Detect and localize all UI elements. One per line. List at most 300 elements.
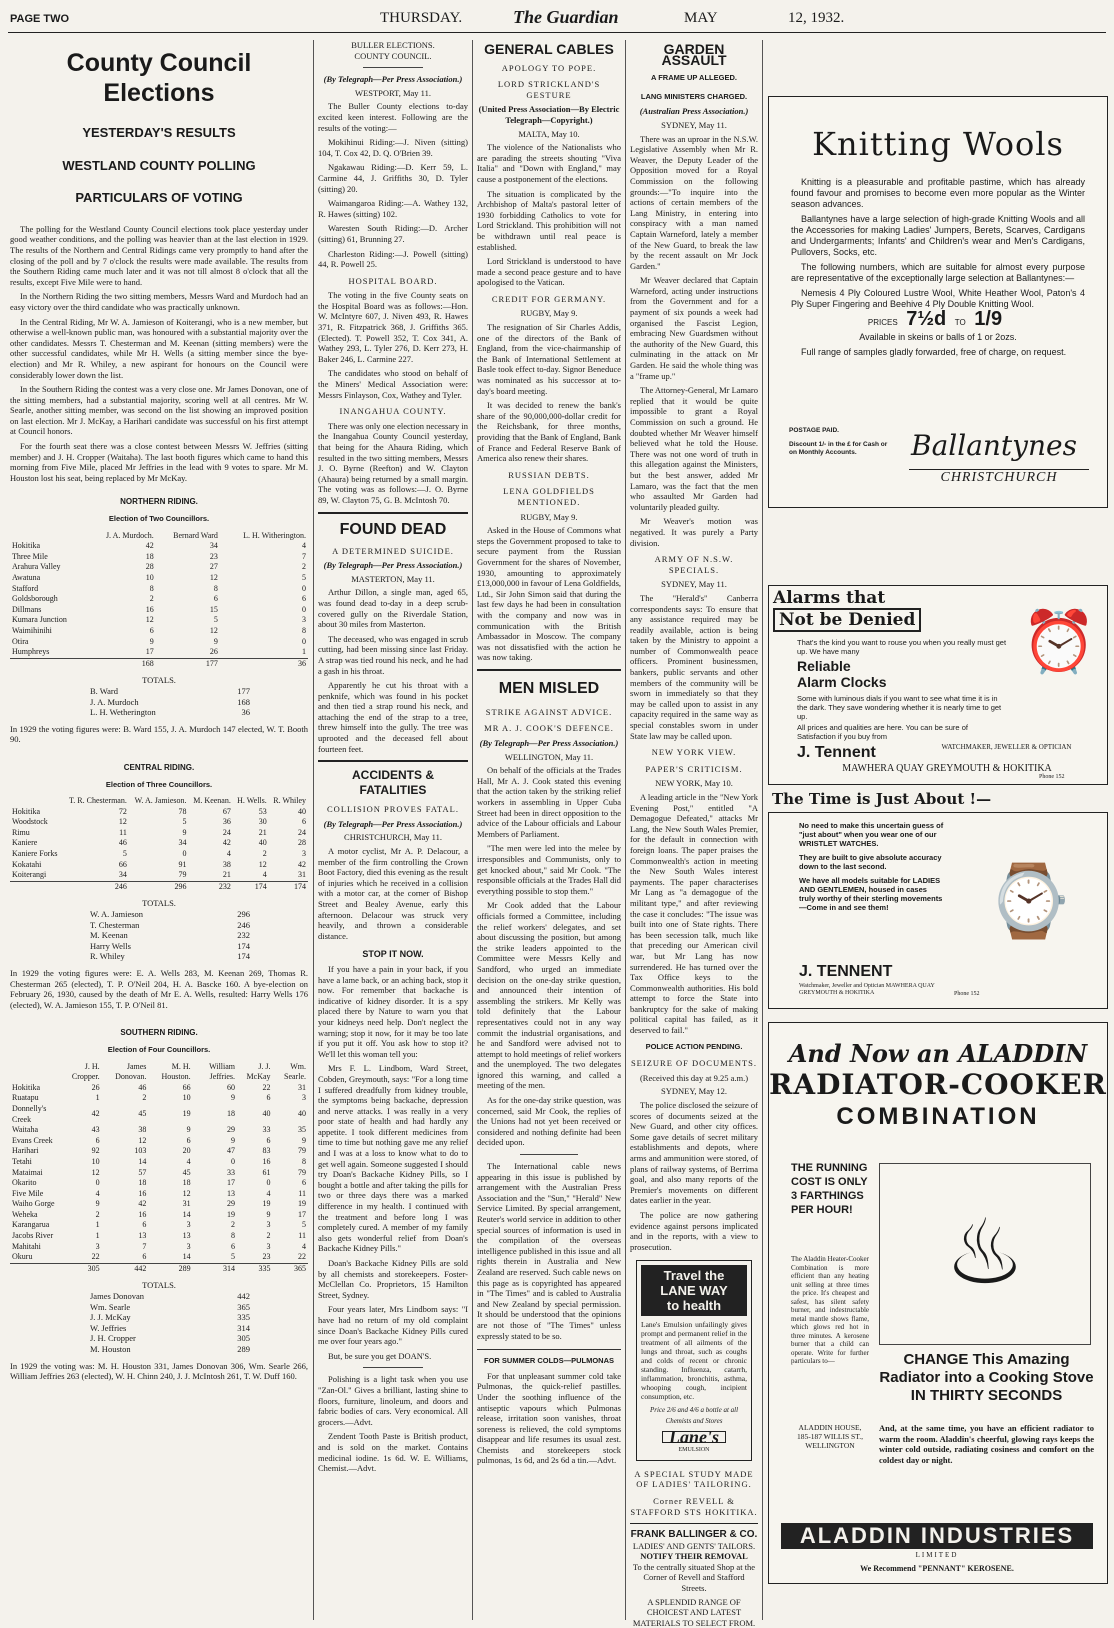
subhead-westland: WESTLAND COUNTY POLLING — [62, 157, 256, 173]
frame-up-subhead: A FRAME UP ALLEGED. — [651, 73, 737, 83]
vote-count: 12 — [118, 817, 127, 827]
southern-1929-note: In 1929 the voting was: M. H. Houston 331, James Donovan 306, Wm. Searle 266, William Jeffries 263 (elected), W. H. Chinn 240, J. J. McIntosh 261, T. W. Duff 160. — [10, 1360, 308, 1382]
article-paragraph: Waresten South Riding:—D. Archer (sitting) 61, Brunning 27. — [318, 223, 468, 244]
total-votes: 305 — [61, 1263, 102, 1274]
total-entry — [90, 909, 250, 920]
tennent-name: J. TENNENT — [799, 963, 893, 980]
vote-count: 5 — [302, 573, 306, 582]
total-votes: 36 — [220, 658, 308, 669]
southern-election-label: Election of Four Councillors. — [107, 1044, 211, 1054]
candidate-name: B. Ward — [90, 685, 118, 696]
alarm-big: Alarm Clocks — [797, 674, 887, 690]
vote-count: 4 — [266, 1188, 271, 1198]
booth-name: Woodstock — [12, 817, 48, 827]
booth-name: Otira — [12, 636, 29, 646]
vote-count: 9 — [213, 636, 218, 646]
booth-name: Goldsborough — [12, 594, 58, 604]
vote-count: 42 — [138, 1199, 147, 1209]
prices-label: PRICES — [867, 318, 898, 327]
vote-count: 33 — [227, 1167, 236, 1177]
police-action-subhead: POLICE ACTION PENDING. — [645, 1041, 743, 1051]
southern-riding-title: SOUTHERN RIDING. — [120, 1028, 198, 1038]
vote-count: 43 — [91, 1125, 100, 1135]
alarm-title: Not be Denied — [773, 608, 921, 632]
dateline: SYDNEY, May 12. — [661, 1086, 727, 1097]
vote-count: 13 — [182, 1231, 191, 1241]
vote-count: 26 — [91, 1082, 100, 1092]
vote-count: 2 — [262, 849, 267, 859]
article-paragraph: The resignation of Sir Charles Addis, one of the directors of the Bank of England, from the vice-chairmanship of the Bank of International Settlement at Basle took effect to-day. Signor Beneduce was nominated as his successor at to-day's board meeting. — [477, 322, 621, 396]
notify-detail: To the centrally situated Shop at the Corner of Revell and Stafford Streets. — [632, 1561, 756, 1594]
article-paragraph: Waimangaroa Riding:—A. Wathey 132, R. Hawes (sitting) 102. — [318, 198, 468, 219]
found-dead-subhead: A DETERMINED SUICIDE. — [332, 545, 454, 556]
booth-name: Kaniere Forks — [12, 849, 58, 859]
lanes-emulsion-advert — [636, 1260, 752, 1460]
army-subhead: ARMY OF N.S.W. SPECIALS. — [654, 554, 734, 575]
northern-riding-title: NORTHERN RIDING. — [120, 497, 198, 507]
russian-debts-subhead: RUSSIAN DEBTS. — [508, 469, 590, 480]
total-entry — [90, 951, 250, 962]
total-votes — [10, 658, 88, 669]
ballinger-name: FRANK BALLINGER & CO. — [630, 1529, 758, 1541]
knitting-paragraph: Knitting is a pleasurable and profitable pastime, which has already found favour and promises to become even more popular as the Winter season advances. — [791, 177, 1085, 209]
knitting-paragraph: The following numbers, which are suitable for almost every purpose are representative of the exceptionally large selection at Ballantynes:— — [791, 262, 1085, 283]
divider — [520, 1154, 578, 1155]
advert-paragraph: If you have a pain in your back, if you have a lame back, or an aching back, stop it now. For remember that backache is indicative of kidney disorder. It is a spy placed there by Nature to warn you that your kidneys need help. Don't neglect the warning; stop it now, for it may be too late if you put it off. You ask how to stop it? We'll let this woman tell you: — [318, 963, 468, 1059]
table-row — [10, 637, 308, 648]
small-advert: Polishing is a light task when you use "Zan-Ol." Gives a brilliant, lasting shine to floors, furniture, linoleum, and doors and fabric bodies of cars. Very economical. All grocers.—Advt. — [318, 1374, 468, 1427]
vote-count: 21 — [258, 827, 267, 837]
vote-count: 3 — [266, 1220, 271, 1230]
vote-count: 4 — [262, 870, 267, 880]
totals-row — [10, 658, 308, 669]
men-misled-headline: MEN MISLED — [498, 679, 600, 697]
wristwatch-icon: ⌚ — [985, 864, 1073, 941]
dateline: WELLINGTON, May 11. — [504, 751, 594, 762]
booth-name: Five Mile — [12, 1188, 44, 1198]
vote-count: 2 — [231, 1220, 236, 1230]
column-garden-assault — [630, 40, 759, 1628]
dateline: CHRISTCHURCH, May 11. — [344, 832, 442, 843]
total-votes: 314 — [193, 1263, 237, 1274]
vote-count: 12 — [258, 859, 267, 869]
total-votes: 365 — [273, 1263, 308, 1274]
vote-count: 12 — [91, 1167, 100, 1177]
vote-count: 2 — [142, 1093, 147, 1103]
aladdin-line2: RADIATOR-COOKER — [769, 1068, 1107, 1101]
booth-name: Koiterangi — [12, 870, 47, 880]
advert-paragraph: But, be sure you get DOAN'S. — [328, 1350, 432, 1361]
vote-count: 42 — [145, 541, 154, 551]
total-entry — [90, 707, 250, 718]
candidate-name: W. Jeffries — [90, 1322, 127, 1333]
table-row — [10, 647, 308, 658]
table-row — [10, 1168, 308, 1179]
running-cost: THE RUNNING COST IS ONLY 3 FARTHINGS PER HOUR! — [791, 1162, 868, 1216]
vote-count: 36 — [222, 817, 231, 827]
candidate-total: 442 — [237, 1291, 250, 1302]
vote-count: 2 — [266, 1231, 271, 1241]
article-paragraph: "The men were led into the melee by irresponsibles and Communists, only to get knocked about," said Mr Cook. "The responsible officials at the Trades Hall did everything possible to stop them." — [477, 843, 621, 896]
column-header — [10, 531, 88, 542]
vote-count: 9 — [231, 1093, 236, 1103]
vote-count: 34 — [209, 541, 218, 551]
total-votes: 296 — [129, 881, 189, 892]
lang-subhead: LANG MINISTERS CHARGED. — [640, 91, 748, 101]
article-paragraph: The Attorney-General, Mr Lamaro replied that it would be quite impossible to grant a Royal Commission on such a ground. He doubted whether Mr Weaver himself believed what he told the House. There was not one word of truth in this allegation against the Ministers, but the best answer, added Mr Lamaro, was the fact that the men who assaulted Mr Garden had voluntarily pleaded guilty. — [630, 385, 759, 512]
totals-row — [10, 881, 308, 892]
booth-name: Rimu — [12, 827, 30, 837]
vote-count: 83 — [262, 1146, 271, 1156]
total-votes: 174 — [269, 881, 308, 892]
buller-heading: BULLER ELECTIONS. — [351, 40, 435, 50]
range-line: A SPLENDID RANGE OF CHOICEST AND LATEST MATERIALS TO SELECT FROM. — [632, 1596, 756, 1628]
column-general-cables — [477, 40, 621, 1620]
table-row — [10, 1083, 308, 1094]
article-paragraph: Mr Cook added that the Labour officials formed a Committee, including the relief workers' delegates, and set about discussing the position, but among the strike leaders appointed to the Committee were Messrs Kelly and Sandford, who urged an immediate decision on the one-day strike question, and announced their intention of assembling the strikers. Mr Kelly was told definitely that the Labour representatives could not in any way commit the industrial organisations, and he and Sandford were advised not to attempt to hold meetings of relief workers and the unemployed. The two delegates ignored this warning, and called a meeting of the men. — [477, 900, 621, 1091]
article-paragraph: The Buller County elections to-day excited keen interest. Following are the results of the voting:— — [318, 101, 468, 133]
vote-count: 31 — [182, 1199, 191, 1209]
total-entry — [90, 920, 250, 931]
vote-count: 6 — [142, 1252, 147, 1262]
article-paragraph: Mr Weaver declared that Captain Warneford, acting under instructions from the Government and for a payment of six pounds a week had organised the Fascist Legion, embracing New Guardsmen without the authority of the New Guard, this culminating in the attack on Mr Garden. He said the whole thing was a "frame up." — [630, 275, 758, 381]
article-paragraph: The violence of the Nationalists who are parading the streets shouting "Viva Italia" and "Down with England," may cause a postponement of the elections. — [477, 142, 621, 184]
total-votes — [10, 1263, 61, 1274]
candidate-total: 335 — [237, 1312, 250, 1323]
vote-count: 66 — [182, 1082, 191, 1092]
vote-count: 24 — [298, 827, 306, 837]
tennent-trade: WATCHMAKER, JEWELLER & OPTICIAN — [941, 743, 1072, 751]
vote-count: 45 — [138, 1109, 147, 1119]
central-riding-table — [10, 796, 308, 892]
booth-name: Ruatapu — [12, 1093, 39, 1103]
booth-name: Waimihinihi — [12, 625, 52, 635]
vote-count: 42 — [222, 838, 231, 848]
vote-count: 35 — [298, 1125, 306, 1135]
table-row — [10, 1252, 308, 1263]
vote-count: 19 — [182, 1109, 191, 1119]
candidate-name: J. A. Murdoch — [90, 696, 139, 707]
candidate-total: 289 — [237, 1344, 250, 1354]
price-low: 7½d — [906, 308, 947, 330]
subhead-results: YESTERDAY'S RESULTS — [82, 125, 236, 140]
candidate-name: J. J. McKay — [90, 1312, 131, 1323]
vote-count: 21 — [222, 870, 231, 880]
discount-note: Discount 1/- in the £ for Cash or on Monthly Accounts. — [789, 441, 888, 456]
article-paragraph: A leading article in the "New York Evening Post," entitled "A Demagogue Defeated," attacks Mr Lang, the New South Wales Premier, for the default in connection with foreign loans. The paper praises the Commonwealth's action in meeting the New South Wales interest payments. The paper characterises Mr Lang as "a demagogue of the militant type," and after reviewing the case it concludes: "The issue was built into one of State rights. There has been secession talk, much like that preceding our American civil war, but Mr Lang has now surrendered. He has turned over the Tax Office keys to the Commonwealth authorities. His bold attempt to force the State into bankruptcy for the sake of making political capital has failed, as it deserved to fail." — [630, 792, 758, 1036]
table-row — [10, 1199, 308, 1210]
aladdin-limited: LIMITED — [915, 1551, 959, 1559]
byline: (By Telegraph—Per Press Association.) — [323, 818, 463, 829]
aladdin-description: The Aladdin Heater-Cooker Combination is more efficient than any heating unit selling at three times the price. It's cheapest and safest, has silent safety burner, and indestructable metal mantle shows flame, which glows red hot in three minutes. A kerosene burner that a child can operate. Write for further particulars to— — [791, 1255, 869, 1365]
central-totals-title: TOTALS. — [142, 898, 176, 909]
vote-count: 79 — [298, 1146, 306, 1156]
vote-count: 11 — [119, 827, 127, 837]
table-row — [10, 1178, 308, 1189]
vote-count: 0 — [231, 1156, 236, 1166]
article-paragraph: Asked in the House of Commons what steps the Government proposed to take to secure payment from the Russian Government for the shares of November, 1930, amounting to approximately £13,000,000 in favour of Lena Goldfields, Ltd., Sir John Simon said that during the last few days he had been in consultation with the company and now was in communication with the British Ambassador in Moscow. The company was not dissatisfied with the action he was now taking. — [477, 525, 621, 663]
vote-count: 6 — [142, 1220, 147, 1230]
vote-count: 79 — [178, 870, 187, 880]
column-header: T. R. Chesterman. — [69, 796, 127, 806]
dateline: SYDNEY, May 11. — [661, 579, 727, 590]
candidate-total: 314 — [237, 1322, 250, 1333]
candidate-total: 246 — [237, 919, 250, 930]
inangahua-heading: INANGAHUA COUNTY. — [339, 406, 447, 417]
aladdin-line1: And Now an ALADDIN — [788, 1039, 1088, 1068]
article-paragraph: It was decided to renew the bank's share of the 90,000,000-dollar credit for the Reichsbank, for three months, providing that the Bank of England, Bank of France and Federal Reserve Bank of America also renew their shares. — [477, 400, 621, 464]
article-paragraph: Lord Strickland is understood to have made a second peace gesture and to have apologised to the Vatican. — [477, 256, 621, 288]
strickland-subhead: LORD STRICKLAND'S GESTURE — [497, 79, 601, 100]
vote-count: 3 — [186, 1241, 191, 1251]
article-paragraph: The "Herald's" Canberra correspondents says: To ensure that any assistance required may be readily available, action is being taken by the Ministry to appoint a number of Commonwealth peace officers. Prominent businessmen, bankers, public servants and other members of the community will be sworn in immediately so that they may be called upon to assist in any capacity required in the same way as special constables sworn in under State law may be called upon. — [630, 592, 758, 741]
byline: (By Telegraph—Per Press Association.) — [479, 738, 619, 749]
received-note: (Received this day at 9.25 a.m.) — [639, 1072, 749, 1083]
totals-row — [10, 1263, 308, 1274]
candidate-total: 177 — [237, 685, 250, 696]
vote-count: 40 — [258, 838, 267, 848]
report-paragraph: The polling for the Westland County Council elections took place yesterday under good weather conditions, and the polling was heavier than at the last election in 1929. The results of the Northern and Central Ridings came very promptly to hand after the closing of the poll and by 7 o'clock the results were made available. The results from the Southern Riding came much later and it was not till almost 8 o'clock that all the results, except Five Mile were to hand. — [10, 223, 308, 287]
kerosene-recommendation: We Recommend "PENNANT" KEROSENE. — [860, 1564, 1014, 1573]
report-paragraph: In the Southern Riding the contest was a very close one. Mr James Donovan, one of the sitting members, had a substantial majority, scoring well at all centres. Mr W. Searle, another sitting member, was second on the list showing an improved position on last election. Mr J. McKay, a Harihari candidate was successful on his first attempt at Council honors. — [10, 384, 308, 437]
booth-name: Weheka — [12, 1209, 38, 1219]
vote-count: 40 — [298, 1109, 306, 1119]
article-paragraph: The police disclosed the seizure of scores of documents seized at the New Guard, and other city offices. Some gave details of secret military establishments and depots, where arms and ammunition were stored, of plans of railway systems, of Berrima goal, and also many reports of the Premier's movements on different dates earlier in the year. — [630, 1100, 758, 1206]
column-header: W. A. Jamieson. — [134, 796, 187, 806]
vote-count: 13 — [138, 1231, 147, 1241]
column-buller-elections — [318, 40, 468, 1620]
candidate-total: 36 — [241, 707, 250, 718]
table-row — [10, 541, 308, 552]
table-row — [10, 562, 308, 573]
vote-count: 2 — [302, 562, 306, 572]
booth-name: Hokitika — [12, 806, 40, 816]
vote-count: 5 — [302, 1220, 306, 1230]
candidate-total: 305 — [237, 1333, 250, 1344]
table-row — [10, 828, 308, 839]
table-row — [10, 594, 308, 605]
booth-name: Mataimai — [12, 1167, 43, 1177]
vote-count: 9 — [302, 1135, 306, 1145]
article-paragraph: The voting in the five County seats on the Hospital Board was as follows:—Hon. W. McIntyre 607, J. Niven 493, R. Hawes 371, R. Fitzpatrick 368, J. Griffiths 365. (Elected). T. Powell 352, T. Cox 341, A. Wathey 293, L. Tyler 276, D. Kerr 273, H. Baker 246, L. Carmine 227. — [318, 290, 468, 364]
vote-count: 3 — [302, 615, 306, 625]
vote-count: 10 — [91, 1156, 100, 1166]
southern-totals-list — [10, 1291, 250, 1355]
table-row — [10, 552, 308, 563]
small-advert: Zendent Tooth Paste is British product, and is sold on the market. Contains medicinal iodine. 1s 6d. W. E. Williams, Chemist.—Advt. — [318, 1431, 468, 1474]
vote-count: 6 — [95, 1135, 100, 1145]
report-paragraph: For the fourth seat there was a close contest between Messrs W. Jeffries (sitting member) and J. H. Cropper (Waitaha). The last booth figures which came to hand this morning from Five Mile, placed Mr Jeffries in the lead with 9 votes to spare. Mr M. Houston lost his seat, being replaced by Mr McKay. — [10, 441, 308, 483]
booth-name: Dillmans — [12, 604, 42, 614]
central-riding-title: CENTRAL RIDING. — [123, 762, 195, 772]
dateline: MALTA, May 10. — [518, 128, 580, 139]
vote-count: 5 — [231, 1252, 236, 1262]
booth-name: Stafford — [12, 583, 39, 593]
vote-count: 22 — [91, 1252, 100, 1262]
column-header: William Jeffries. — [209, 1061, 236, 1082]
vote-count: 18 — [138, 1178, 147, 1188]
booth-name: Waitaha — [12, 1125, 39, 1135]
vote-count: 3 — [302, 1093, 306, 1103]
vote-count: 6 — [266, 1093, 271, 1103]
tennent-trade: Watchmaker, Jeweller and Optician MAWHERA QUAY GREYMOUTH & HOKITIKA — [799, 983, 935, 996]
notify-line: NOTIFY THEIR REMOVAL — [640, 1551, 748, 1562]
lanes-logo: Lane's — [662, 1431, 726, 1444]
table-row — [10, 1136, 308, 1147]
vote-count: 11 — [298, 1188, 306, 1198]
candidate-name: W. A. Jamieson — [90, 909, 144, 920]
vote-count: 10 — [145, 573, 154, 582]
vote-count: 12 — [138, 1135, 147, 1145]
vote-count: 28 — [298, 838, 306, 848]
table-row — [10, 1157, 308, 1168]
tennent-phone: Phone 152 — [1039, 774, 1065, 780]
column-header: Wm. Searle. — [284, 1061, 306, 1082]
northern-1929-note: In 1929 the voting figures were: B. Ward 155, J. A. Murdoch 147 elected, W. T. Booth 90. — [10, 723, 308, 745]
alarm-text: All prices and qualities are here. You can be sure of Satisfaction if you buy from — [797, 723, 968, 741]
candidate-name: L. H. Wetherington — [90, 707, 156, 718]
garden-assault-headline: GARDEN ASSAULT — [661, 41, 727, 68]
byline: (Australian Press Association.) — [639, 106, 749, 117]
vote-count: 30 — [258, 817, 267, 827]
general-cables-headline: GENERAL CABLES — [484, 41, 614, 57]
vote-count: 61 — [262, 1167, 271, 1177]
vote-count: 5 — [122, 849, 127, 859]
report-paragraph: In the Central Riding, Mr W. A. Jamieson of Koiterangi, who is a new member, but otherwise a well-known public man, was honoured with a substantial majority over the other candidates. Messrs T. Chesterman and M. Keenan (sitting members) were the other successful candidates, while Mr H. Wells (a sitting member since the bye-election) and Mr R. Whiley, a new aspirant for honours on the Council were considerably lower down the list. — [10, 316, 308, 380]
vote-count: 38 — [138, 1125, 147, 1135]
northern-totals-list — [10, 686, 250, 718]
found-dead-headline: FOUND DEAD — [339, 520, 447, 538]
vote-count: 34 — [178, 838, 187, 848]
article-paragraph: The police are now gathering evidence against persons implicated and in the reports, with a view to prosecution. — [630, 1209, 758, 1252]
vote-count: 18 — [182, 1178, 191, 1188]
masthead-paper-title: The Guardian — [513, 7, 619, 27]
vote-count: 4 — [302, 541, 306, 551]
price-high: 1/9 — [974, 308, 1003, 330]
wristlet-watches-advert — [768, 812, 1108, 1009]
watch-text: No need to make this uncertain guess of "just about" when you wear one of our WRISTLET WATCHES. — [799, 821, 944, 848]
criticism-subhead: PAPER'S CRITICISM. — [645, 763, 743, 774]
booth-name: Jacobs River — [12, 1231, 54, 1241]
strike-subhead: STRIKE AGAINST ADVICE. — [485, 706, 613, 717]
masthead-date: 12, 1932. — [788, 10, 845, 26]
vote-count: 29 — [227, 1199, 236, 1209]
lanes-headline: LANE WAY — [660, 1283, 728, 1299]
ballinger-trade: LADIES' AND GENTS' TAILORS. — [632, 1540, 756, 1551]
vote-count: 12 — [209, 573, 218, 582]
vote-count: 13 — [227, 1188, 236, 1198]
watch-text: They are built to give absolute accuracy down to the last second. — [799, 853, 942, 871]
central-totals-list — [10, 909, 250, 962]
accidents-headline: ACCIDENTS & FATALITIES — [351, 768, 434, 798]
central-election-label: Election of Three Councillors. — [105, 779, 213, 789]
headline-county-council: County Council Elections — [66, 49, 252, 107]
booth-name: Kaniere — [12, 838, 38, 848]
vote-count: 8 — [302, 1156, 306, 1166]
northern-totals-title: TOTALS. — [142, 675, 176, 686]
candidate-name: James Donovan — [90, 1291, 145, 1302]
column-header: J. H. Cropper. — [71, 1061, 100, 1082]
column-header: James Donovan. — [115, 1061, 147, 1082]
availability: Available in skeins or balls of 1 or 2ozs. — [859, 332, 1017, 342]
masthead-day: THURSDAY. — [380, 10, 463, 26]
vote-count: 8 — [302, 625, 306, 635]
table-row — [10, 1146, 308, 1157]
booth-name: Okarito — [12, 1178, 37, 1188]
cable-notice: The International cable news appearing in this issue is published by arrangement with the Australian Press Association and the "Sun," "Herald" New Service Limited. By special arrangement, Reuter's world service in addition to other special sources of information is used in the compilation of the overseas intelligence published in this issue and all rights therein in Australia and New Zealand are reserved. Such cable news on this page as is copyrighted has appeared in "The Times" and is cabled to Australia and New Zealand by special permission. It should be understood that the opinions are not those of "The Times" unless expressly stated to be so. — [477, 1161, 621, 1341]
column-header: Bernard Ward — [173, 530, 218, 540]
table-row — [10, 817, 308, 828]
table-row — [10, 860, 308, 871]
vote-count: 0 — [266, 1178, 271, 1188]
vote-count: 19 — [227, 1209, 236, 1219]
booth-name: Hokitika — [12, 1082, 40, 1092]
total-entry — [90, 686, 250, 697]
booth-name: Kumara Junction — [12, 615, 67, 625]
total-entry — [90, 941, 250, 952]
cook-subhead: MR A. J. COOK'S DEFENCE. — [484, 723, 614, 734]
table-row — [10, 1104, 308, 1125]
vote-count: 42 — [298, 859, 306, 869]
clown-clock-icon: ⏰ — [1021, 609, 1097, 675]
total-entry — [90, 1323, 250, 1334]
column-header: M. H. Houston. — [161, 1061, 191, 1082]
vote-count: 6 — [186, 1135, 191, 1145]
vote-count: 40 — [298, 806, 306, 816]
vote-count: 2 — [95, 1209, 100, 1219]
knitting-paragraph: Ballantynes have a large selection of high-grade Knitting Wools and all the Accessories for making Ladies' Jumpers, Berets, Scarves, Cardigans and Undergarments; Infants' and Children's wear and Men's Cardigans, Pullovers, Socks, etc. — [791, 214, 1085, 257]
column-header: L. H. Witherington. — [243, 530, 306, 540]
column-header — [10, 1062, 61, 1083]
vote-count: 6 — [266, 1135, 271, 1145]
booth-name: Humphreys — [12, 647, 50, 657]
change-headline: CHANGE This Amazing Radiator into a Cooking Stove IN THIRTY SECONDS — [879, 1351, 1094, 1404]
column-header: J. A. Murdoch. — [105, 530, 154, 540]
vote-count: 47 — [227, 1146, 236, 1156]
candidate-total: 174 — [237, 940, 250, 951]
advert-paragraph: For that unpleasant summer cold take Pulmonas, the quick-relief pastilles. Under the soothing influence of the antiseptic vapours which Pulmonas release, irritation soon vanishes, throat soreness is relieved, the cold symptoms disappear and life resumes its usual zest. Chemists and storekeepers stock pulmonas, 1s 6d, and 2s 6d a tin.—Advt. — [477, 1370, 621, 1466]
vote-count: 10 — [182, 1093, 191, 1103]
vote-count: 1 — [302, 647, 306, 657]
aladdin-line3: COMBINATION — [836, 1103, 1040, 1130]
vote-count: 6 — [302, 1178, 306, 1188]
time-advert-title: The Time is Just About !— — [772, 790, 992, 808]
total-entry — [90, 1333, 250, 1344]
table-row — [10, 1242, 308, 1253]
table-row — [10, 1093, 308, 1104]
byline: (By Telegraph—Per Press Association.) — [323, 74, 463, 85]
vote-count: 19 — [298, 1199, 306, 1209]
lanes-headline: to health — [666, 1298, 722, 1314]
vote-count: 4 — [302, 1241, 306, 1251]
knitting-wools-advert — [768, 96, 1108, 508]
table-row — [10, 870, 308, 881]
alarm-text: That's the kind you want to rouse you when you really must get up. We have many — [797, 638, 1007, 656]
vote-count: 17 — [298, 1209, 306, 1219]
article-paragraph: Mokihinui Riding:—J. Niven (sitting) 104, T. Cox 42, D. Q. O'Brien 39. — [318, 137, 468, 158]
vote-count: 8 — [231, 1231, 236, 1241]
alarm-text: Some with luminous dials if you want to see what time it is in the dark. They save wondering whether it is nearly time to get up. — [797, 694, 1002, 721]
apology-subhead: APOLOGY TO POPE. — [501, 62, 597, 73]
column-rule — [472, 40, 473, 1620]
total-entry — [90, 1312, 250, 1323]
table-row — [10, 838, 308, 849]
total-votes: 246 — [63, 881, 129, 892]
candidate-total: 174 — [237, 951, 250, 962]
vote-count: 4 — [226, 849, 231, 859]
lanes-logo-sub: EMULSION — [678, 1447, 710, 1454]
pulmonas-heading: FOR SUMMER COLDS—PULMONAS — [477, 1349, 621, 1367]
